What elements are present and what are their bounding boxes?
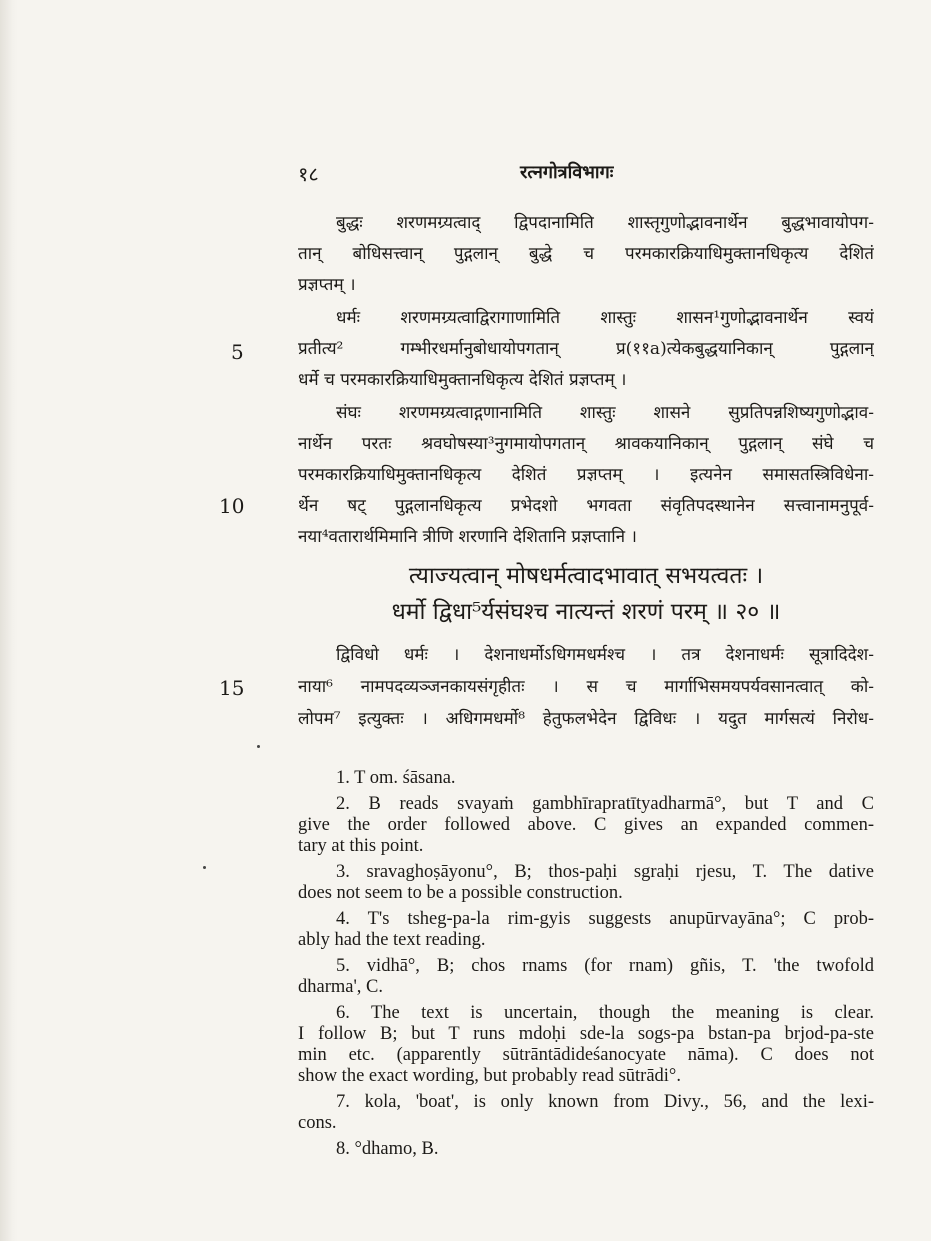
footnote-line: dharma', C. bbox=[298, 977, 384, 997]
footnote-line: 1. T om. śāsana. bbox=[336, 768, 456, 788]
text-line: लोपम⁷ इत्युक्तः । अधिगमधर्मो⁸ हेतुफलभेदेन द्विविधः । यदुत मार्गसत्यं निरोध- bbox=[298, 709, 874, 729]
text-line: द्विविधो धर्मः । देशनाधर्मोऽधिगमधर्मश्च । तत्र देशनाधर्मः सूत्रादिदेश- bbox=[336, 645, 874, 665]
text-line: धर्मः शरणमग्र्यत्वाद्विरागाणामिति शास्तुः शासन¹गुणोद्भावनार्थेन स्वयं bbox=[336, 308, 874, 328]
text-line: नार्थेन परतः श्रवघोषस्या³नुगमायोपगतान् श्रावकयानिकान् पुद्गलान् संघे च bbox=[298, 434, 874, 454]
footnote-line: 2. B reads svayaṁ gambhīrapratītyadharmā°, but T and C bbox=[336, 794, 874, 814]
running-title: रत्नगोत्रविभागः bbox=[520, 162, 614, 183]
footnote-line: cons. bbox=[298, 1113, 337, 1133]
page-header bbox=[298, 160, 874, 190]
line-number-10: 10 bbox=[219, 494, 245, 518]
footnote-line: I follow B; but T runs mdoḥi sde-la sogs-pa bstan-pa brjod-pa-ste bbox=[298, 1024, 874, 1044]
text-line: तान् बोधिसत्त्वान् पुद्गलान् बुद्धे च परमकारक्रियाधिमुक्तानधिकृत्य देशितं bbox=[298, 244, 874, 264]
footnote-line: 5. vidhā°, B; chos rnams (for rnam) gñis, T. 'the twofold bbox=[336, 956, 874, 976]
footnote-line: 7. kola, 'boat', is only known from Divy., 56, and the lexi- bbox=[336, 1092, 874, 1112]
footnote-line: ably had the text reading. bbox=[298, 930, 486, 950]
page-edge-shadow bbox=[0, 0, 18, 1241]
text-line: र्थेन षट् पुद्गलानधिकृत्य प्रभेदशो भगवता संवृतिपदस्थानेन सत्त्वानामनुपूर्व- bbox=[298, 496, 874, 516]
verse-line: त्याज्यत्वान् मोषधर्मत्वादभावात् सभयत्वतः । bbox=[408, 563, 764, 589]
line-number-5: 5 bbox=[231, 340, 244, 364]
footnote-line: 3. sravaghoṣāyonu°, B; thos-paḥi sgraḥi rjesu, T. The dative bbox=[336, 862, 874, 882]
text-line: धर्मे च परमकारक्रियाधिमुक्तानधिकृत्य देशितं प्रज्ञप्तम् । bbox=[298, 370, 627, 390]
text-line: प्रतीत्य² गम्भीरधर्मानुबोधायोपगतान् प्र(११a)त्येकबुद्धयानिकान् पुद्गलान् bbox=[298, 339, 874, 359]
ink-speck bbox=[203, 866, 206, 869]
footnote-line: min etc. (apparently sūtrāntādideśanocyate nāma). C does not bbox=[298, 1045, 874, 1065]
ink-speck bbox=[257, 745, 260, 748]
text-line: परमकारक्रियाधिमुक्तानधिकृत्य देशितं प्रज्ञप्तम् । इत्यनेन समासतस्त्रिविधेना- bbox=[298, 465, 874, 485]
verse-line: धर्मो द्विधा⁵र्यसंघश्च नात्यन्तं शरणं परम् ॥ २० ॥ bbox=[391, 599, 781, 625]
text-line: बुद्धः शरणमग्र्यत्वाद् द्विपदानामिति शास्तृगुणोद्भावनार्थेन बुद्धभावायोपग- bbox=[336, 213, 874, 233]
text-line: संघः शरणमग्र्यत्वाद्गणानामिति शास्तुः शासने सुप्रतिपन्नशिष्यगुणोद्भाव- bbox=[336, 403, 874, 423]
footnote-line: 6. The text is uncertain, though the meaning is clear. bbox=[336, 1003, 874, 1023]
text-line: प्रज्ञप्तम् । bbox=[298, 275, 356, 295]
footnote-line: show the exact wording, but probably read sūtrādi°. bbox=[298, 1066, 681, 1086]
text-line: नया⁴वतारार्थमिमानि त्रीणि शरणानि देशितानि प्रज्ञप्तानि । bbox=[298, 527, 637, 547]
footnote-line: tary at this point. bbox=[298, 836, 424, 856]
page-number: १८ bbox=[298, 162, 319, 186]
line-number-15: 15 bbox=[219, 676, 245, 700]
footnote-line: give the order followed above. C gives an expanded commen- bbox=[298, 815, 874, 835]
text-line: नाया⁶ नामपदव्यञ्जनकायसंगृहीतः । स च मार्गाभिसमयपर्यवसानत्वात् को- bbox=[298, 677, 874, 697]
footnote-line: does not seem to be a possible construction. bbox=[298, 883, 623, 903]
footnote-line: 4. T's tsheg-pa-la rim-gyis suggests anupūrvayāna°; C prob- bbox=[336, 909, 874, 929]
footnote-line: 8. °dhamo, B. bbox=[336, 1139, 439, 1159]
